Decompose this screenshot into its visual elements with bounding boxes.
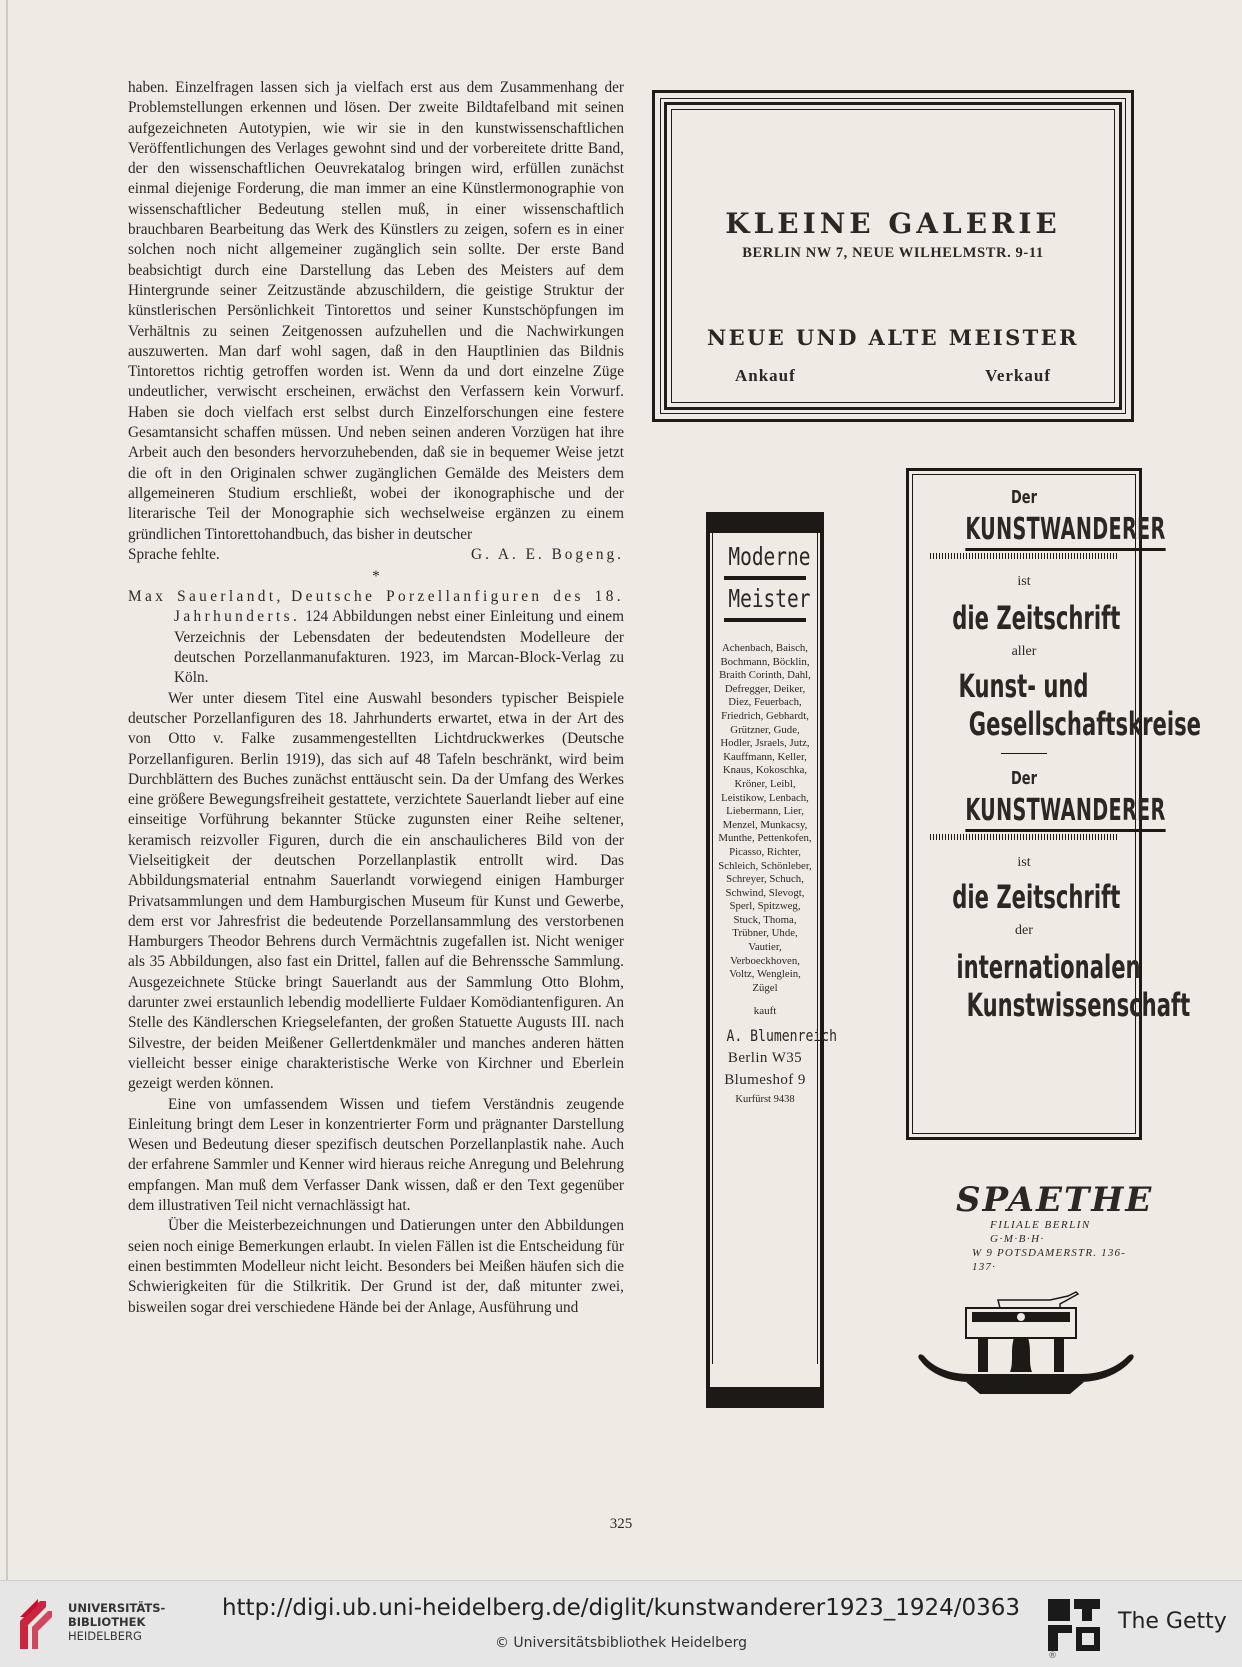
library-name-line: UNIVERSITÄTS- (68, 1601, 166, 1615)
galerie-buy: Ankauf (735, 366, 796, 385)
document-url-link[interactable]: http://digi.ub.uni-heidelberg.de/diglit/kunstwanderer1923_1924/0363 (221, 1595, 1021, 1621)
spaethe-address: W 9 POTSDAMERSTR. 136-137· (972, 1247, 1127, 1273)
section-separator: * (372, 568, 380, 586)
review-paragraph: Über die Meisterbezeichnungen und Datierungen unter den Abbildungen seien noch einige Bemerkungen erlaubt. In vielen Fällen ist die Entscheidung für einen bestimmten Modelleur nicht leicht. Besonders bei Meißen häufen sich die Schwierigkeiten für die Stilkritik. Der Grund ist der, daß mitunter zwei, bisweilen sogar drei verschiedene Hände bei der Anlage, Ausführung und (128, 1217, 624, 1316)
spaethe-logo-name: SPAETHE (956, 1180, 1154, 1220)
moderne-kauft: kauft (753, 1005, 777, 1018)
piano-illustration (910, 1290, 1140, 1400)
kw-ist-2: ist (1017, 855, 1031, 870)
kw-hatch-rule (930, 553, 1118, 559)
kw-intl-2: Kunstwissenschaft (966, 986, 1191, 1024)
getty-logo-icon (1046, 1597, 1102, 1653)
review-signature: G. A. E. Bogeng. (471, 545, 624, 563)
kw-aller: aller (1011, 644, 1037, 659)
book-heading (128, 587, 624, 688)
moderne-firm: A. Blumenreich (726, 1026, 838, 1046)
page-number: 325 (609, 1516, 633, 1532)
kw-hatch-rule (930, 834, 1118, 840)
kw-zeitschrift-1: die Zeitschrift (952, 599, 1121, 637)
galerie-sell: Verkauf (985, 366, 1051, 385)
galerie-title: KLEINE GALERIE (725, 207, 1061, 240)
moderne-city: Berlin W35 (727, 1050, 803, 1067)
ad-moderne-meister (706, 512, 838, 1408)
review-paragraph: Eine von umfassendem Wissen und tiefem Verständnis zeugende Einleitung bringt dem Leser in konzentrierter Form und prägnanter Darstellung Wesen und Bedeutung dieser spezifisch deutschen Porzellanplastik nahe. Auch der erfahrene Sammler und Kenner wird hieraus reiche Anregung und Belehrung empfangen. Man muß dem Verfasser Dank wissen, daß er den Text gegenüber dem illustrativen Teil nicht vernachlässigt hat. (128, 1095, 624, 1215)
article-last-line: Sprache fehlte. (128, 545, 220, 563)
kw-intl-1: internationalen (956, 948, 1141, 986)
kw-kreise-1: Kunst- und (958, 667, 1090, 705)
moderne-heading-1: Moderne (728, 542, 811, 571)
kw-der-3: der (1015, 923, 1033, 938)
kw-zeitschrift-2: die Zeitschrift (952, 878, 1121, 916)
galerie-slogan: NEUE UND ALTE MEISTER (707, 325, 1079, 350)
kw-kreise-2: Gesellschaftskreise (968, 705, 1201, 743)
kunstwanderer-content (909, 471, 1201, 1024)
viewer-footer (0, 1580, 1242, 1667)
library-name-line: HEIDELBERG (68, 1629, 142, 1643)
moderne-artist-list: Achenbach, Baisch, Bochmann, Böcklin, Braith Corinth, Dahl, Defregger, Deiker, Diez, Feuerbach, Friedrich, Gebhardt, Grützner, Gude, Hodler, Jsraels, Jutz, Kauffmann, Keller, Knaus, Kokoschka, Kröner, Leibl, Leistikow, Lenbach, Liebermann, Lier, Menzel, Munkacsy, Munthe, Pettenkofen, Picasso, Richter, Schleich, Schönleber, Schreyer, Schuch, Schwind, Slevogt, Sperl, Spitzweg, Stuck, Thoma, Trübner, Uhde, Vautier, Verboeckhoven, Voltz, Wenglein, Zügel (718, 642, 812, 994)
spaethe-branch: FILIALE BERLIN G·M·B·H· (990, 1219, 1091, 1245)
library-name-line: BIBLIOTHEK (68, 1615, 146, 1629)
kw-der-2: Der (1011, 768, 1037, 789)
page-fold-shadow (6, 0, 8, 1580)
review-paragraph: Wer unter diesem Titel eine Auswahl besonders typischer Beispiele deutscher Porzellanfiguren des 18. Jahrhunderts erwartet, etwa in der Art des von Otto v. Falke zusammengestellten Lichtdruckwerkes (Deutsche Porzellanfiguren. Berlin 1919), das sich auf 48 Tafeln beschränkt, wird beim Durchblättern des Buches zunächst enttäuscht sein. Da der Umfang des Werkes eine größere Bewegungsfreiheit gestattete, verzichtete Sauerlandt lieber auf eine einseitige Vorführung bekannter Stücke zugunsten einer Reihe seltener, keramisch reizvoller Figuren, durch die ein anschaulicheres Bild von der Vielseitigkeit der deutschen Porzellanplastik entrollt wird. Das Abbildungsmaterial entnahm Sauerlandt vorwiegend einigen Hamburger Privatsammlungen und dem Hamburgischen Museum für Kunst und Gewerbe, dem erst vor Jahresfrist die bedeutende Porzellansammlung des verstorbenen Hamburgers Theodor Behrens durch Vermächtnis zugefallen ist. Nicht weniger als 35 Abbildungen, also fast ein Drittel, fallen auf die Behrenssche Sammlung. Ausgezeichnete Stücke bringt Sauerlandt aus der Sammlung Otto Blohm, darunter zwei erstaunlich lebendig modellierte Fuldaer Komödiantenfiguren. An Stelle des Kändlerschen Kriegselefanten, der großen Statuette Augusts III. nach Silvestre, der beiden Meißener Gellertdenkmäler und manches anderen hätten vielleicht besser einige charakteristische Werke von Kirchner und Eberlein gezeigt werden können. (128, 689, 624, 1093)
article-paragraph: haben. Einzelfragen lassen sich ja vielfach erst aus dem Zusammenhang der Problemstellungen erkennen und lösen. Der zweite Bildtafelband mit seinen aufgezeichneten Autotypien, wie wir sie in den kunstwissenschaftlichen Veröffentlichungen des Verlages gewohnt sind und der vorbereitete dritte Band, der den wissenschaftlichen Oeuvrekatalog bringen wird, erfüllen zunächst einmal diejenige Forderung, die man immer an eine Künstlermonographie von wissenschaftlicher Bedeutung stellen muß, in einer wissenschaftlich brauchbaren Bearbeitung das Werk des Künstlers zu zeigen, sofern es in einer solchen noch nicht allgemeiner zugänglich sein sollte. Der erste Band beabsichtigt durch eine Darstellung das Leben des Meisters auf dem Hintergrunde seiner Zeitzustände abzuschildern, die geistige Struktur der künstlerischen Persönlichkeit Tintorettos und seiner Kunstschöpfungen im Verhältnis zu seinen Zeitgenossen aufzuhellen und die Nachwirkungen auszuwerten. Man darf wohl sagen, daß in den Hauptlinien das Bildnis Tintorettos richtig getroffen worden ist. Wenn da und dort einzelne Züge undeutlicher, verwischt erscheinen, erwächst den Verfassern kein Vorwurf. Haben sie doch vielfach erst selbst durch Einzelforschungen eine festere Gesamtansicht schaffen müssen. Und neben seinen anderen Vorzügen hat ihre Arbeit auch den besonders hervorzuhebenden, daß sie in bequemer Weise jetzt die oft in den Originalen schwer zugänglichen Gemälde des Meisters dem allgemeineren Studium erschließt, wobei der ikonographische und der literarische Teil der Monographie sich wechselweise ergänzen zu einem gründlichen Tintorettohandbuch, das bisher in deutscher (128, 79, 624, 543)
moderne-rule (724, 576, 806, 580)
book-author: Max Sauerlandt, (128, 588, 284, 606)
copyright-notice: © Universitätsbibliothek Heidelberg (494, 1635, 747, 1651)
signature-row (128, 545, 624, 565)
book-details: 124 Abbildungen nebst einer Einleitung und einem Verzeichnis der Lebensdaten der bedeutendsten Modelleure der deutschen Porzellanmanufakturen. 1923, im Marcan-Block-Verlag zu Köln. (174, 608, 624, 687)
book-title: Deutsche Porzellanfiguren des 18. Jahrhunderts. (174, 588, 625, 626)
moderne-street: Blumeshof 9 (724, 1072, 806, 1089)
moderne-heading-2: Meister (728, 584, 811, 613)
galerie-address: BERLIN NW 7, NEUE WILHELMSTR. 9-11 (742, 245, 1044, 261)
kw-title-1: KUNSTWANDERER (965, 512, 1165, 551)
ad-bottom-bar (706, 1387, 824, 1408)
kw-ist-1: ist (1017, 574, 1031, 589)
getty-name: The Getty (1118, 1609, 1227, 1634)
moderne-rule (724, 618, 806, 622)
moderne-phone: Kurfürst 9438 (735, 1094, 795, 1106)
ad-spaethe (940, 1180, 1154, 1274)
moderne-content (718, 542, 838, 1109)
kw-der-1: Der (1011, 487, 1037, 508)
kw-title-2: KUNSTWANDERER (965, 793, 1165, 832)
kw-divider (1001, 753, 1047, 754)
ad-kleine-galerie (652, 90, 1134, 422)
ad-kunstwanderer (906, 468, 1201, 1140)
article-column (128, 78, 624, 1318)
registered-mark: ® (1048, 1651, 1057, 1661)
